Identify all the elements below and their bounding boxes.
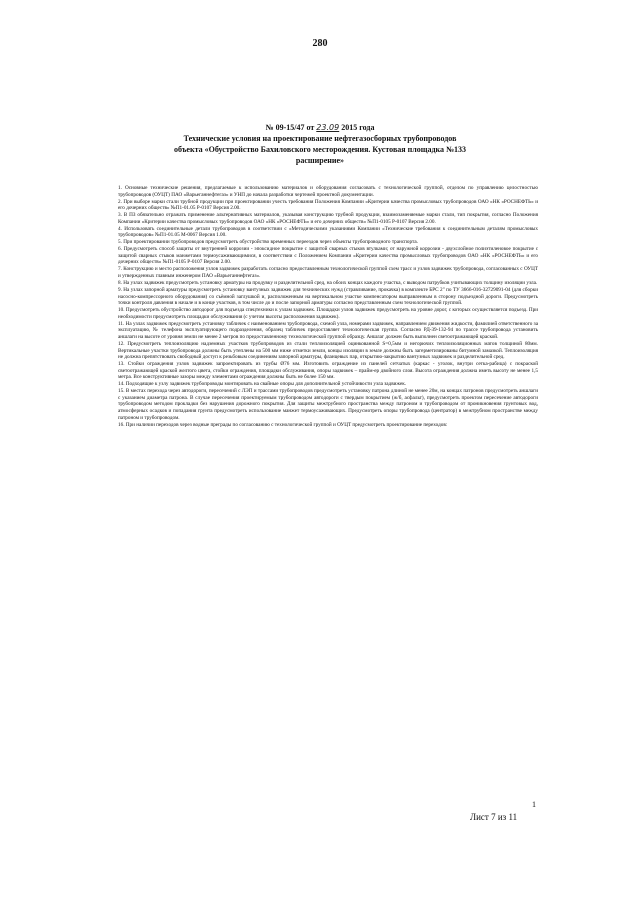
paragraph: 15. В местах перехода через автодороги, пересечений с ЛЭП и трассами трубопроводов предусмотреть установку патрона длиной не менее 20м, на концах патронов предусмотреть аншлаги с указанием диаметра патрона. В случае пересечения проектируемым трубопроводом автодороги с твердым покрытием (ж/б, асфальт), предусмотреть проектом пересечение автодороги трубопроводом методом прокладки без нарушения дорожного покрытия. Для защиты межтрубного пространства между патроном и трубопроводом от проникновения грунтовых вод, атмосферных осадков и попадания грунта предусмотреть использование манжет термоусаживающих. Предусмотреть опоры трубопровода (центратор) в межтрубном пространстве между патроном и трубопроводом.: [118, 388, 538, 421]
paragraph: 1. Основные технические решения, предлагаемые к использованию материалов и оборудования согласовать с технологической группой, отделом по управлению целостностью трубопроводов (ОУЦТ) ПАО «Варьеганнефтегаз» и УНП до начала разработки чертежей проектной документации.: [118, 185, 538, 198]
paragraph: 11. На узлах задвижек предусмотреть установку табличек с наименованием трубопровода, схемой узла, номерами задвижек, направлением движения жидкости, фамилией ответственного за эксплуатацию, № телефона эксплуатирующего подразделения, образец табличек предоставляет технологическая группа. Согласно РД-39-132-94 по трассе трубопровода установить аншлаги на высоте от уровня земли не менее 2 метров по предоставленному технологической группой образцу. Аншлаг должен быть выполнен светоотражающей краской.: [118, 320, 538, 340]
year-suffix: 2015 года: [341, 123, 375, 132]
paragraph: 6. Предусмотреть способ защиты от внутренней коррозии - эпоксидное покрытие с защитой сварных стыков втулками; от наружной коррозии - двухслойное полиэтиленовое покрытие с защитой сварных стыков манжетами термоусаживающимися, в соответствии с Положением Компании «Критерии качества промысловых трубопроводов ОАО «НК «РОСНЕФТЬ» и его дочерних обществ» №П1-0105 Р-0107 Версия 2.00.: [118, 246, 538, 266]
paragraph: 5. При проектировании трубопроводов предусмотреть обустройство временных переездов через объекты трубопроводного транспорта.: [118, 239, 418, 246]
paragraph: 9. На узлах запорной арматуры предусмотреть установку вантузных задвижек для технических нужд (стравливание, прокачка) в комплекте БРС 2" по ТУ 3666-016-32729091-04 (для сборки насосно-компрессорного оборудования) со съёмной заглушкой и, расположенным на вертикальном участке компенсатором выправленным в сторону подъездной дороги. Предусмотреть точки контроля давления в начале и в конце участков, в том числе до и после запорной арматуры согласно представленным схем технологической группой.: [118, 287, 538, 307]
side-mark: 1: [532, 800, 536, 809]
paragraph: 14. Подходящие к узлу задвижек трубопроводы монтировать на свайные опоры для дополнительной устойчивости узла задвижек.: [118, 381, 407, 388]
paragraph: 4. Использовать соединительные детали трубопроводов в соответствии с «Методическими указаниями Компании «Технические требования к соединительным деталям промысловых трубопроводов» №П1-01.05 М-0067 Версия 1.00.: [118, 225, 538, 239]
paragraph: 13. Стойки ограждения узлов задвижек запроектировать из трубы Ø76 мм. Изготовить ограждение из панелей сетчатых (каркас - уголок, внутри сетка-рабица) с покраской светоотражающей краской желтого цвета, стойки ограждения, площадки обслуживания, опоры задвижек – прайм-ер двойного слоя. Высота ограждения должна иметь высоту не менее 1,5 метра. Все конструктивные зазоры между элементами ограждения должны быть не более 150 мм.: [118, 361, 538, 381]
paragraph: 2. При выборе марки стали трубной продукции при проектировании учесть требования Положения Компании «Критерии качества промысловых трубопроводов ОАО «НК «РОСНЕФТЬ» и его дочерних обществ» №П1-01.05 Р-0107 Версия 2.00.: [118, 198, 538, 212]
paragraph: 3. В ПЗ обязательно отражать применение альтернативных материалов, указывая конструкцию трубной продукции, взаимозаменяемые марки стали, тип покрытия, согласно Положения Компании «Критерии качества промысловых трубопроводов ОАО «НК «РОСНЕФТЬ» и его дочерних обществ» №П1-0105 Р-0107 Версия 2.00.: [118, 212, 538, 225]
order-line: [120, 122, 520, 133]
title-line-1: Технические условия на проектирование нефтегазосборных трубопроводов: [183, 134, 457, 143]
title-line-2: объекта «Обустройство Бахиловского месторождения. Кустовая площадка №133: [173, 145, 467, 154]
document-header: [120, 122, 520, 166]
paragraph: 12. Предусмотреть теплоизоляцию надземных участков трубопроводов из стали теплоизоляцией оцинкованной S=0,5мм и негорючих теплоизоляционных матов толщиной 80мм. Вертикальные участки трубопровода должны быть утеплены на 500 мм ниже отметки земли, концы изоляции в земле должны быть загерметизированы битумной замазкой. Теплоизоляция не должна препятствовать свободный доступ к резьбовым соединениям запорной арматуры, фланцевых пар, открытию-закрытию вантузных задвижек и разделительной сред.: [118, 340, 538, 361]
paragraph: 8. На узлах задвижек предусмотреть установку арматуры на продувку и разделительной сред, на обоих концах каждого участка, с выводом патрубков учитывающих толщину изоляции узла.: [118, 280, 538, 287]
sheet-label: Лист 7 из 11: [470, 812, 518, 822]
paragraph: 7. Конструкцию и место расположения узлов задвижек разработать согласно предоставленным технологической группой схем трасс и узлов задвижек трубопровода, согласованных с ОУЦТ и утвержденных главным инженером ПАО «Варьеганнефтегаз».: [118, 266, 538, 280]
paragraph: 16. При наличии переходов через водные преграды по согласованию с технологической группой и ОУЦТ предусмотреть проектирование переходов:: [118, 421, 448, 428]
order-prefix: № 09-15/47 от: [265, 123, 315, 132]
page-number: 280: [312, 38, 328, 49]
title-line-3: расширение»: [295, 156, 345, 165]
handwritten-date: 23.09: [316, 123, 340, 132]
paragraph: 10. Предусмотреть обустройство автодорог для подъезда спецтехники к узлам задвижек. Площадки узлов задвижек предусмотреть на уровне дорог, с которых осуществляется подъезд. При необходимости предусмотреть площадки обслуживания (с учетом высоты расположения задвижек).: [118, 307, 538, 320]
body-text: [118, 185, 538, 429]
